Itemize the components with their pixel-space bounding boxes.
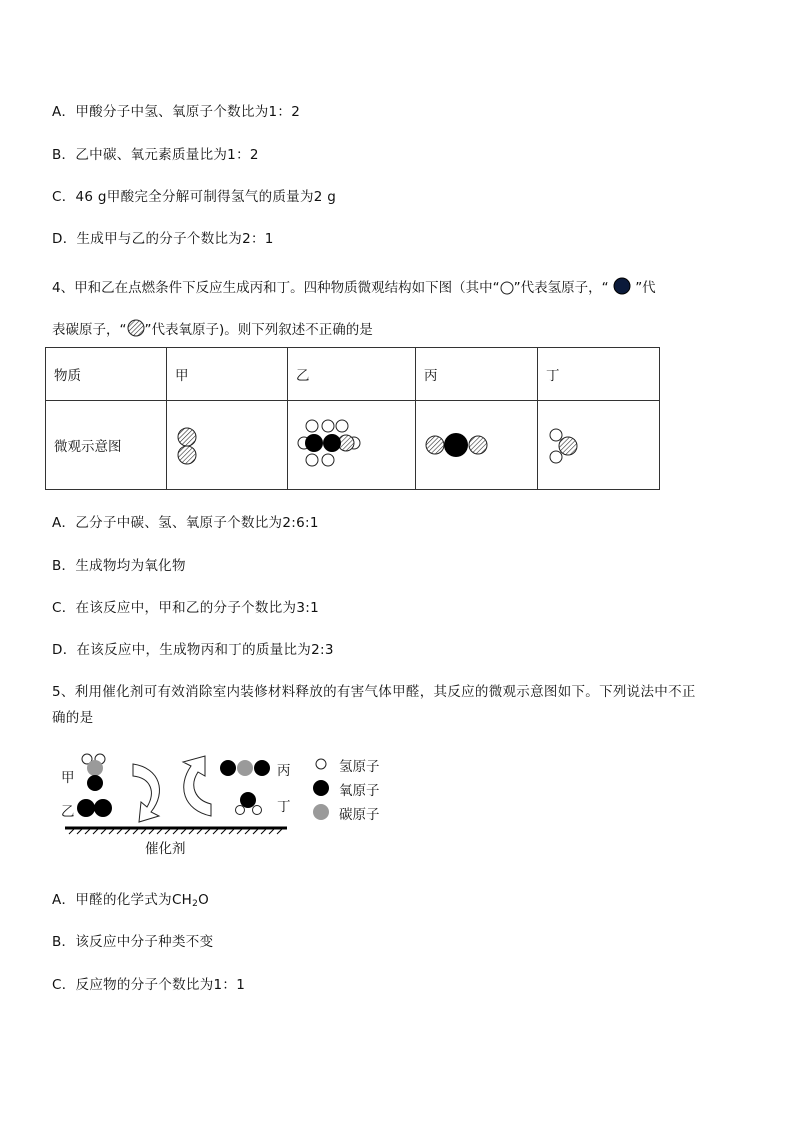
hydrogen-atom-icon <box>500 281 514 295</box>
carbon-atom-icon <box>613 277 631 295</box>
table-col-ding: 丁 <box>538 348 660 401</box>
molecule-ethanol-icon <box>296 410 376 480</box>
q4-molecule-table <box>45 347 660 490</box>
molecule-co2-icon <box>424 415 504 475</box>
q5-reaction-figure <box>55 750 395 860</box>
molecule-ding-cell <box>538 401 660 490</box>
q5-option-a: A．甲醛的化学式为$CH_2O$ <box>52 892 210 909</box>
molecule-yi-cell <box>288 401 416 490</box>
q5-option-c: C．反应物的分子个数比为1：1 <box>52 977 246 993</box>
label-catalyst: 催化剂 <box>145 841 186 857</box>
label-ding: 丁 <box>277 799 291 815</box>
legend-oxygen: 氧原子 <box>339 783 380 799</box>
label-bing: 丙 <box>277 763 291 779</box>
table-col-jia: 甲 <box>167 348 288 401</box>
q4-stem-line1: 4、甲和乙在点燃条件下反应生成丙和丁。四种物质微观结构如下图（其中“ ”代表氢原子，“ ”代 <box>52 276 752 296</box>
q4-option-c: C．在该反应中，甲和乙的分子个数比为3:1 <box>52 600 319 616</box>
oxygen-atom-hatched-icon <box>127 319 145 337</box>
q3-option-b: B．乙中碳、氧元素质量比为1：2 <box>52 147 259 163</box>
label-jia: 甲 <box>61 770 75 786</box>
q5-option-b: B．该反应中分子种类不变 <box>52 934 214 950</box>
q5-stem-line1: 5、利用催化剂可有效消除室内装修材料释放的有害气体甲醛，其反应的微观示意图如下。下列说法中不正 <box>52 684 696 700</box>
table-header-substance: 物质 <box>46 348 167 401</box>
q3-option-c: C．46 g甲酸完全分解可制得氢气的质量为2 g <box>52 189 337 205</box>
q4-option-b: B．生成物均为氧化物 <box>52 558 186 574</box>
label-yi: 乙 <box>61 804 75 820</box>
molecule-bing-cell <box>416 401 538 490</box>
molecule-jia-cell <box>167 401 288 490</box>
molecule-h2o-icon <box>546 415 606 475</box>
q4-stem-line2: 表碳原子，“ ”代表氧原子)。则下列叙述不正确的是 <box>52 318 752 338</box>
table-row-label-micro: 微观示意图 <box>46 401 167 490</box>
q4-option-d: D．在该反应中，生成物丙和丁的质量比为2:3 <box>52 642 334 658</box>
q3-option-d: D．生成甲与乙的分子个数比为2：1 <box>52 231 274 247</box>
table-col-bing: 丙 <box>416 348 538 401</box>
table-col-yi: 乙 <box>288 348 416 401</box>
legend-carbon: 碳原子 <box>339 807 380 823</box>
legend-hydrogen: 氢原子 <box>339 759 380 775</box>
molecule-o2-icon <box>175 415 235 475</box>
q3-option-a: A．甲酸分子中氢、氧原子个数比为1：2 <box>52 104 301 120</box>
q5-stem-line2: 确的是 <box>52 710 94 726</box>
q4-option-a: A．乙分子中碳、氢、氧原子个数比为2:6:1 <box>52 515 319 531</box>
